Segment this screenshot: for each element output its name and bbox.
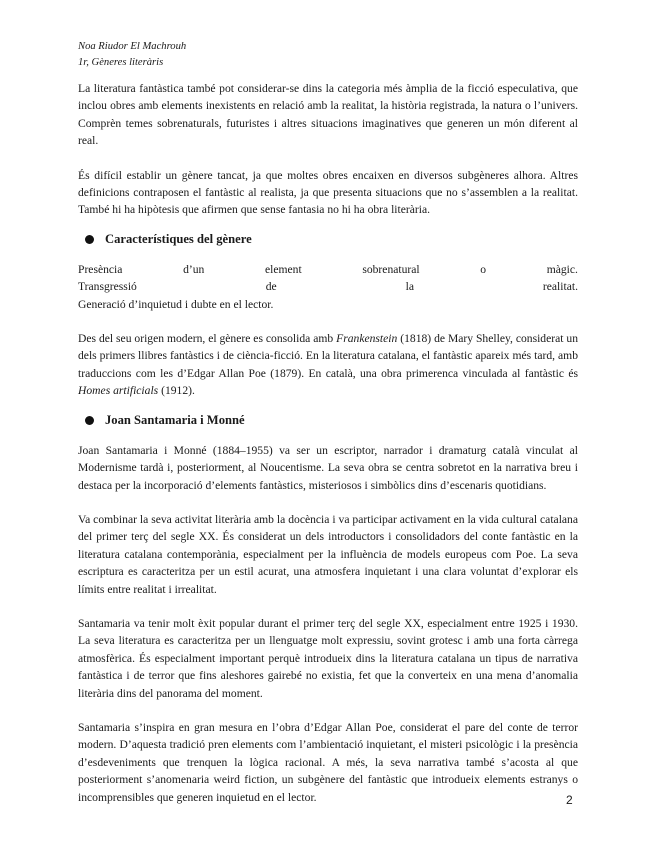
word: de <box>265 280 277 294</box>
section-heading-characteristics <box>85 229 578 251</box>
text-run: (1818) de Mary Shelley, considerat un dels primers llibres fantàstics i de ciència-ficció. En la literatura catalana, el fantàstic apareix més tard, amb traduccions com les d’Edgar Allan Poe (1879). En català, una obra primerenca vinculada al fantàstic és <box>78 332 578 380</box>
bullet-icon <box>85 235 94 244</box>
word: element <box>264 262 302 276</box>
course-name: 1r, Gèneres literàris <box>78 57 164 68</box>
characteristic-line-1 <box>78 261 578 278</box>
characteristic-line-3: Generació d’inquietud i dubte en el lector. <box>78 297 274 311</box>
section-heading-santamaria <box>85 410 578 432</box>
word: d’un <box>183 262 205 276</box>
intro-paragraph-1: La literatura fantàstica també pot considerar-se dins la categoria més àmplia de la ficció especulativa, que inclou obres amb elements inexistents en relació amb la realitat, la història registrada, la natura o l’univers. Comprèn temes sobrenaturals, futuristes i altres situacions imaginatives que generen un món diferent al real. <box>78 82 578 148</box>
text-run: Des del seu origen modern, el gènere es consolida amb <box>78 332 337 346</box>
book-title: Frankenstein <box>336 332 398 346</box>
word: màgic. <box>546 262 578 276</box>
santamaria-paragraph-2: Va combinar la seva activitat literària amb la docència i va participar activament en la vida cultural catalana del primer terç del segle XX. És considerat un dels introductors i consolidadors del conte fantàstic en la literatura catalana contemporània, especialment per la influència de models europeus com Poe. La seva escriptura es caracteritza per un estil acurat, una atmosfera inquietant i una clara voluntat d’explorar els límits entre realitat i irrealitat. <box>78 512 578 596</box>
word: la <box>405 280 414 294</box>
word: Presència <box>78 262 123 276</box>
santamaria-paragraph-4: Santamaria s’inspira en gran mesura en l’obra d’Edgar Allan Poe, considerat el pare del conte de terror modern. D’aquesta tradició pren elements com l’ambientació inquietant, el misteri psicològic i la presència d’esdeveniments que trenquen la lògica racional. A més, la seva narrativa també s’acosta al que posteriorment s’anomenaria weird fiction, un subgènere del fantàstic que introdueix elements estranys o incomprensibles que generen inquietud en el lector. <box>78 720 578 804</box>
book-title: Homes artificials <box>78 384 159 398</box>
section-title: Característiques del gènere <box>105 232 252 247</box>
page-content <box>78 80 578 806</box>
word: sobrenatural <box>362 262 420 276</box>
word: Transgressió <box>78 280 137 294</box>
characteristic-line-2 <box>78 278 578 295</box>
bullet-icon <box>85 416 94 425</box>
text-run: (1912). <box>158 384 195 398</box>
santamaria-paragraph-1: Joan Santamaria i Monné (1884–1955) va ser un escriptor, narrador i dramaturg català vinculat al Modernisme tardà i, posteriorment, al Noucentisme. La seva obra se centra sobretot en la narrativa breu i destaca per la incorporació d’elements fantàstics, misteriosos i simbòlics dins d’escenaris quotidians. <box>78 443 578 492</box>
word: o <box>480 262 487 276</box>
section-title: Joan Santamaria i Monné <box>105 413 245 428</box>
page-header <box>78 39 186 71</box>
author-name: Noa Riudor El Machrouh <box>78 41 187 52</box>
page-number: 2 <box>566 793 573 807</box>
word: realitat. <box>542 280 578 294</box>
history-paragraph <box>78 330 578 400</box>
santamaria-paragraph-3: Santamaria va tenir molt èxit popular durant el primer terç del segle XX, especialment entre 1925 i 1930. La seva literatura es caracteritza per un llenguatge molt expressiu, sovint grotesc i amb una forta càrrega atmosfèrica. És especialment important perquè introdueix dins la literatura catalana un tipus de narrativa fantàstica i de terror que fins aleshores gairebé no existia, fet que la converteix en una mena d’anomalia literària dins del panorama del moment. <box>78 616 578 700</box>
intro-paragraph-2: És difícil establir un gènere tancat, ja que moltes obres encaixen en diversos subgèneres alhora. Altres definicions contraposen el fantàstic al realista, ja que presenta situacions que no s’assemblen a la realitat. També hi ha hipòtesis que afirmen que sense fantasia no hi ha obra literària. <box>78 168 578 217</box>
